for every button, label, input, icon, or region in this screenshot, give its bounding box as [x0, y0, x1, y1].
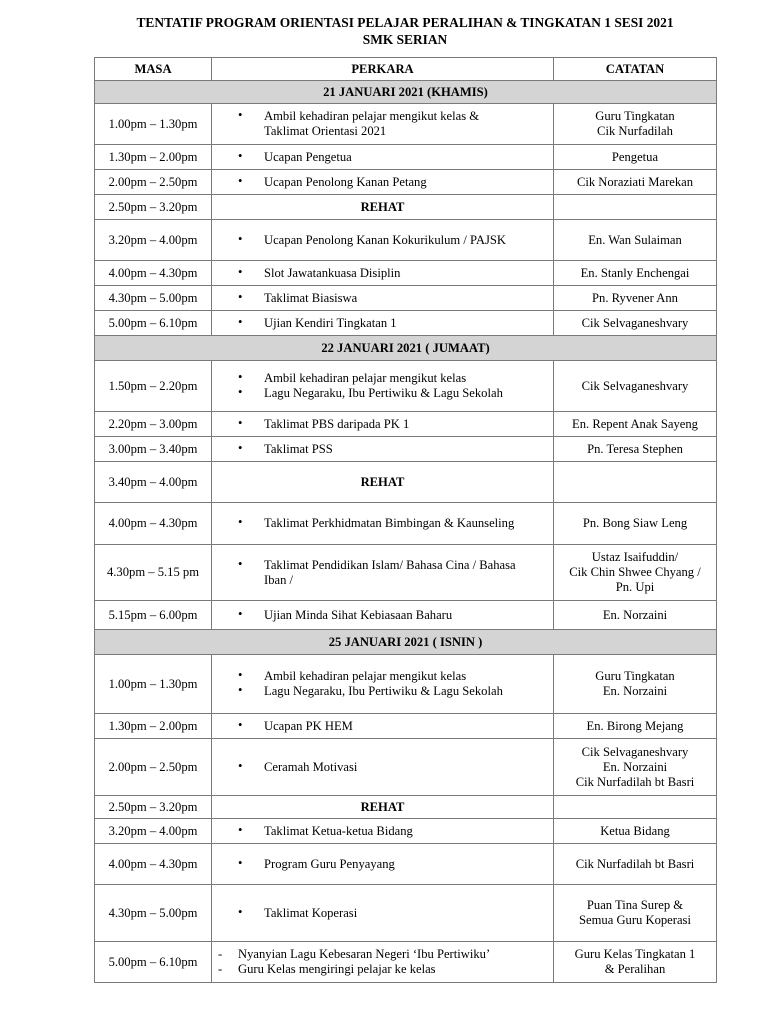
activity-cell — [212, 412, 554, 437]
note-cell — [554, 601, 717, 630]
activity-cell — [212, 739, 554, 796]
activity-list — [216, 175, 549, 190]
activity-item: • Ujian Kendiri Tingkatan 1 — [216, 316, 549, 331]
activity-list — [216, 857, 549, 872]
schedule-row — [95, 503, 717, 545]
schedule-row — [95, 170, 717, 195]
activity-item: • Ambil kehadiran pelajar mengikut kelas — [216, 371, 549, 386]
schedule-row — [95, 361, 717, 412]
activity-list — [216, 266, 549, 281]
time-cell: 4.30pm – 5.15 pm — [95, 545, 212, 601]
activity-item: • Ambil kehadiran pelajar mengikut kelas — [216, 669, 549, 684]
activity-cell — [212, 145, 554, 170]
activity-cell — [212, 942, 554, 983]
note-line: & Peralihan — [604, 962, 666, 976]
activity-cell — [212, 844, 554, 885]
schedule-row — [95, 885, 717, 942]
activity-item: • Taklimat Biasiswa — [216, 291, 549, 306]
schedule-row — [95, 286, 717, 311]
day-header-row — [95, 336, 717, 361]
note-line: Cik Nurfadilah bt Basri — [575, 856, 695, 871]
break-cell: REHAT — [212, 796, 554, 819]
schedule-row — [95, 145, 717, 170]
activity-list — [216, 233, 549, 248]
day-header-row — [95, 630, 717, 655]
activity-cell — [212, 220, 554, 261]
schedule-row — [95, 739, 717, 796]
time-cell: 1.00pm – 1.30pm — [95, 104, 212, 145]
activity-cell — [212, 885, 554, 942]
note-cell — [554, 655, 717, 714]
time-cell: 4.00pm – 4.30pm — [95, 844, 212, 885]
activity-item: • Ucapan PK HEM — [216, 719, 549, 734]
note-cell — [554, 437, 717, 462]
title-line-1: TENTATIF PROGRAM ORIENTASI PELAJAR PERALIHAN & TINGKATAN 1 SESI 2021 — [136, 15, 674, 30]
schedule-row — [95, 796, 717, 819]
activity-cell — [212, 170, 554, 195]
note-line: Guru Tingkatan — [595, 109, 675, 123]
activity-item: • Taklimat PBS daripada PK 1 — [216, 417, 549, 432]
activity-item: • Taklimat Pendidikan Islam/ Bahasa Cina / Bahasa Iban / — [216, 558, 549, 588]
time-cell: 3.20pm – 4.00pm — [95, 220, 212, 261]
activity-item: • Ambil kehadiran pelajar mengikut kelas & Taklimat Orientasi 2021 — [216, 109, 549, 139]
activity-list — [216, 442, 549, 457]
time-cell: 1.30pm – 2.00pm — [95, 145, 212, 170]
break-cell: REHAT — [212, 462, 554, 503]
time-cell: 2.00pm – 2.50pm — [95, 170, 212, 195]
note-line: Pn. Teresa Stephen — [587, 441, 683, 456]
time-cell: 4.00pm – 4.30pm — [95, 503, 212, 545]
day-label: 21 JANUARI 2021 (KHAMIS) — [95, 81, 717, 104]
activity-item: - Guru Kelas mengiringi pelajar ke kelas — [216, 962, 549, 977]
note-cell — [554, 714, 717, 739]
note-line: Pn. Ryvener Ann — [592, 290, 678, 305]
note-cell — [554, 545, 717, 601]
activity-list — [216, 150, 549, 165]
day-label: 22 JANUARI 2021 ( JUMAAT) — [95, 336, 717, 361]
schedule-row — [95, 601, 717, 630]
activity-list — [216, 291, 549, 306]
schedule-row — [95, 220, 717, 261]
note-cell — [554, 104, 717, 145]
activity-list — [216, 824, 549, 839]
time-cell: 4.30pm – 5.00pm — [95, 286, 212, 311]
schedule-row — [95, 195, 717, 220]
note-cell — [554, 361, 717, 412]
activity-item: • Program Guru Penyayang — [216, 857, 549, 872]
activity-list — [216, 760, 549, 775]
activity-item: • Ucapan Penolong Kanan Petang — [216, 175, 549, 190]
note-cell — [554, 885, 717, 942]
schedule-row — [95, 412, 717, 437]
day-label: 25 JANUARI 2021 ( ISNIN ) — [95, 630, 717, 655]
note-line: Cik Chin Shwee Chyang / — [569, 565, 701, 579]
note-cell — [554, 462, 717, 503]
title-line-2: SMK SERIAN — [362, 32, 448, 47]
note-cell — [554, 796, 717, 819]
note-cell — [554, 170, 717, 195]
note-line: Pn. Upi — [615, 580, 655, 594]
time-cell: 1.30pm – 2.00pm — [95, 714, 212, 739]
header-perkara: PERKARA — [212, 58, 554, 81]
time-cell: 1.50pm – 2.20pm — [95, 361, 212, 412]
schedule-row — [95, 714, 717, 739]
note-line: Cik Nurfadilah bt Basri — [575, 774, 695, 789]
note-line: En. Repent Anak Sayeng — [572, 416, 698, 431]
time-cell: 2.50pm – 3.20pm — [95, 796, 212, 819]
activity-list — [216, 109, 549, 139]
activity-item: • Slot Jawatankuasa Disiplin — [216, 266, 549, 281]
schedule-body — [95, 81, 717, 983]
note-cell — [554, 145, 717, 170]
activity-list — [216, 669, 549, 699]
activity-cell — [212, 655, 554, 714]
schedule-row — [95, 942, 717, 983]
time-cell: 3.40pm – 4.00pm — [95, 462, 212, 503]
activity-item: • Ucapan Penolong Kanan Kokurikulum / PAJSK — [216, 233, 549, 248]
note-line: En. Norzaini — [602, 684, 668, 698]
activity-item: • Taklimat PSS — [216, 442, 549, 457]
activity-item: • Ceramah Motivasi — [216, 760, 549, 775]
schedule-row — [95, 655, 717, 714]
note-cell — [554, 942, 717, 983]
time-cell: 5.00pm – 6.10pm — [95, 942, 212, 983]
time-cell: 2.20pm – 3.00pm — [95, 412, 212, 437]
note-line: Ketua Bidang — [600, 823, 670, 838]
schedule-row — [95, 462, 717, 503]
activity-item: • Ujian Minda Sihat Kebiasaan Baharu — [216, 608, 549, 623]
day-header-row — [95, 81, 717, 104]
activity-cell — [212, 437, 554, 462]
activity-cell — [212, 104, 554, 145]
note-line: Guru Tingkatan — [595, 669, 675, 683]
note-cell — [554, 739, 717, 796]
time-cell: 2.00pm – 2.50pm — [95, 739, 212, 796]
note-cell — [554, 195, 717, 220]
activity-item: • Taklimat Perkhidmatan Bimbingan & Kaunseling — [216, 516, 549, 531]
note-line: Semua Guru Koperasi — [579, 913, 691, 927]
time-cell: 2.50pm – 3.20pm — [95, 195, 212, 220]
activity-list — [216, 906, 549, 921]
note-line: En. Norzaini — [602, 607, 668, 622]
activity-item: • Lagu Negaraku, Ibu Pertiwiku & Lagu Sekolah — [216, 684, 549, 699]
activity-item: • Taklimat Ketua-ketua Bidang — [216, 824, 549, 839]
activity-cell — [212, 601, 554, 630]
note-line: En. Norzaini — [602, 759, 668, 774]
time-cell: 3.20pm – 4.00pm — [95, 819, 212, 844]
document-title — [94, 14, 716, 48]
activity-list — [216, 608, 549, 623]
activity-item: - Nyanyian Lagu Kebesaran Negeri ‘Ibu Pertiwiku’ — [216, 947, 549, 962]
note-line: En. Stanly Enchengai — [580, 265, 690, 280]
note-line: Puan Tina Surep & — [586, 898, 684, 912]
activity-list — [216, 719, 549, 734]
time-cell: 5.00pm – 6.10pm — [95, 311, 212, 336]
activity-cell — [212, 286, 554, 311]
schedule-row — [95, 104, 717, 145]
note-line: Ustaz Isaifuddin/ — [591, 550, 679, 564]
note-line: Guru Kelas Tingkatan 1 — [574, 947, 696, 961]
note-line: En. Birong Mejang — [586, 718, 684, 733]
note-cell — [554, 311, 717, 336]
activity-cell — [212, 361, 554, 412]
schedule-row — [95, 261, 717, 286]
schedule-row — [95, 545, 717, 601]
activity-list — [216, 417, 549, 432]
activity-list — [216, 516, 549, 531]
header-row — [95, 58, 717, 81]
note-line: Cik Selvaganeshvary — [581, 744, 689, 759]
note-cell — [554, 286, 717, 311]
note-line: Pn. Bong Siaw Leng — [582, 516, 688, 530]
time-cell: 3.00pm – 3.40pm — [95, 437, 212, 462]
schedule-row — [95, 844, 717, 885]
activity-cell — [212, 261, 554, 286]
activity-cell — [212, 503, 554, 545]
time-cell: 4.30pm – 5.00pm — [95, 885, 212, 942]
note-line: Cik Nurfadilah — [597, 124, 673, 138]
schedule-row — [95, 311, 717, 336]
note-cell — [554, 261, 717, 286]
note-line: Cik Noraziati Marekan — [576, 174, 694, 189]
activity-item: • Ucapan Pengetua — [216, 150, 549, 165]
note-cell — [554, 412, 717, 437]
activity-list — [216, 316, 549, 331]
time-cell: 4.00pm – 4.30pm — [95, 261, 212, 286]
note-line: Pengetua — [611, 149, 659, 164]
note-line: Cik Selvaganeshvary — [581, 378, 689, 393]
activity-item: • Lagu Negaraku, Ibu Pertiwiku & Lagu Sekolah — [216, 386, 549, 401]
schedule-table — [94, 57, 717, 983]
activity-list — [216, 371, 549, 401]
activity-cell — [212, 714, 554, 739]
activity-cell — [212, 545, 554, 601]
time-cell: 5.15pm – 6.00pm — [95, 601, 212, 630]
break-cell: REHAT — [212, 195, 554, 220]
note-cell — [554, 844, 717, 885]
header-masa: MASA — [95, 58, 212, 81]
note-cell — [554, 220, 717, 261]
note-cell — [554, 503, 717, 545]
time-cell: 1.00pm – 1.30pm — [95, 655, 212, 714]
activity-item: • Taklimat Koperasi — [216, 906, 549, 921]
note-cell — [554, 819, 717, 844]
note-line: Cik Selvaganeshvary — [581, 315, 689, 330]
header-catatan: CATATAN — [554, 58, 717, 81]
activity-cell — [212, 819, 554, 844]
activity-list — [216, 558, 549, 588]
schedule-row — [95, 819, 717, 844]
activity-cell — [212, 311, 554, 336]
activity-list — [216, 947, 549, 977]
note-line: En. Wan Sulaiman — [588, 232, 682, 247]
schedule-row — [95, 437, 717, 462]
